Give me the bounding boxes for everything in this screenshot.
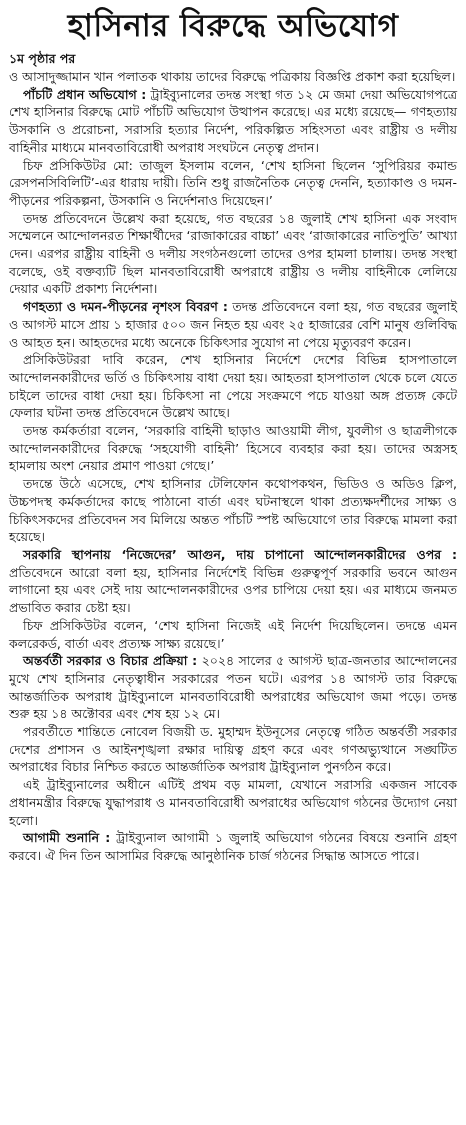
paragraph-text: ট্রাইব্যুনাল আগামী ১ জুলাই অভিযোগ গঠনের বিষয়ে শুনানি গ্রহণ করবে। ঐ দিন তিন আসামির বিরুদ্ধে আনুষ্ঠানিক চার্জ গঠনের সিদ্ধান্ত আসতে পারে। <box>9 830 457 863</box>
paragraph-text: তদন্ত প্রতিবেদনে বলা হয়, গত বছরের জুলাই ও আগস্ট মাসে প্রায় ১ হাজার ৫০০ জন নিহত হয় এবং ২৫ হাজারের বেশি মানুষ গুলিবিদ্ধ ও আহত হন। আহতদের মধ্যে অনেকে চিকিৎসার সুযোগ না পেয়ে মৃত্যুবরণ করেন। <box>9 299 458 350</box>
subheading: আগামী শুনানি : <box>23 830 111 846</box>
article-paragraph <box>9 652 457 723</box>
article-paragraph <box>9 829 457 864</box>
article-paragraph <box>9 422 457 475</box>
paragraph-text: এই ট্রাইব্যুনালের অধীনে এটিই প্রথম বড় মামলা, যেখানে সরাসরি একজন সাবেক প্রধানমন্ত্রীর বিরুদ্ধে যুদ্ধাপরাধ ও মানবতাবিরোধী অপরাধের অভিযোগ গঠনের উদ্যোগ নেয়া হলো। <box>9 777 457 828</box>
paragraph-text: প্রসিকিউটররা দাবি করেন, শেখ হাসিনার নির্দেশে দেশের বিভিন্ন হাসপাতালে আন্দোলনকারীদের ভর্তি ও চিকিৎসায় বাধা দেয়া হয়। আহতরা হাসপাতাল থেকে চলে যেতে চাইলে তাদের বাধা দেয়া হয়। চিকিৎসা না পেয়ে সংক্রমণে পচে যাওয়া অঙ্গ প্রত্যঙ্গ কেটে ফেলার ঘটনা তদন্ত প্রতিবেদনে উল্লেখ আছে। <box>9 352 457 421</box>
subheading: অন্তর্বর্তী সরকার ও বিচার প্রক্রিয়া : <box>23 653 198 669</box>
article-paragraph <box>9 617 457 652</box>
article-paragraph <box>9 546 457 617</box>
article-paragraph <box>9 157 457 210</box>
article-paragraph <box>9 68 457 86</box>
paragraph-text: ট্রাইব্যুনালের তদন্ত সংস্থা গত ১২ মে জমা দেয়া অভিযোগপত্রে শেখ হাসিনার বিরুদ্ধে মোট পাঁচটি অভিযোগ উত্থাপন করেছে। এর মধ্যে রয়েছে— গণহত্যায় উসকানি ও প্ররোচনা, সরাসরি হত্যার নির্দেশ, পরিকল্পিত সহিংসতা এবং রাষ্ট্রীয় ও দলীয় বাহিনীর মাধ্যমে মানবতাবিরোধী অপরাধ সংঘটনে নেতৃত্ব প্রদান। <box>9 86 457 155</box>
paragraph-text: তদন্তে উঠে এসেছে, শেখ হাসিনার টেলিফোন কথোপকথন, ভিডিও ও অডিও ক্লিপ, উচ্চপদস্থ কর্মকর্তাদের কাছে পাঠানো বার্তা এবং ঘটনাস্থলে থাকা প্রত্যক্ষদর্শীদের সাক্ষ্য ও চিকিৎসকদের প্রতিবেদন সব মিলিয়ে অন্তত পাঁচটি স্পষ্ট অভিযোগে তার বিরুদ্ধে মামলা করা হয়েছে। <box>9 476 457 545</box>
paragraph-text: প্রতিবেদনে আরো বলা হয়, হাসিনার নির্দেশেই বিভিন্ন গুরুত্বপূর্ণ সরকারি ভবনে আগুন লাগানো হয় এবং সেই দায় আন্দোলনকারীদের ওপর চাপিয়ে দেয়া হয়। এর মাধ্যমে জনমত প্রভাবিত করার চেষ্টা হয়। <box>9 564 457 616</box>
subheading: পাঁচটি প্রধান অভিযোগ : <box>23 86 147 102</box>
article-paragraph <box>9 210 457 299</box>
paragraph-text: ২০২৪ সালের ৫ আগস্ট ছাত্র-জনতার আন্দোলনের মুখে শেখ হাসিনার নেতৃত্বাধীন সরকারের পতন ঘটে। এরপর ১৪ আগস্ট তার বিরুদ্ধে আন্তর্জাতিক অপরাধ ট্রাইব্যুনালে মানবতাবিরোধী অপরাধের অভিযোগ জমা পড়ে। তদন্ত শুরু হয় ১৪ অক্টোবর এবং শেষ হয় ১২ মে। <box>9 653 457 722</box>
article-paragraph <box>9 776 457 829</box>
subheading: সরকারি স্থাপনায় ‘নিজেদের’ আগুন, দায় চাপানো আন্দোলনকারীদের ওপর : <box>23 546 457 562</box>
article-body <box>9 68 457 865</box>
article-paragraph <box>9 86 457 157</box>
article-paragraph <box>9 298 457 351</box>
continued-from-label: ১ম পৃষ্ঠার পর <box>9 51 76 66</box>
paragraph-text: তদন্ত প্রতিবেদনে উল্লেখ করা হয়েছে, গত বছরের ১৪ জুলাই শেখ হাসিনা এক সংবাদ সম্মেলনে আন্দোলনরত শিক্ষার্থীদের ‘রাজাকারের বাচ্চা’ এবং ‘রাজাকারের নাতিপুতি’ আখ্যা দেন। এরপর রাষ্ট্রীয় বাহিনী ও দলীয় সংগঠনগুলো তাদের ওপর হামলা চালায়। তদন্ত সংস্থা বলেছে, ওই বক্তব্যটি ছিল মানবতাবিরোধী অপরাধে রাষ্ট্রীয় ও দলীয় বাহিনীকে লেলিয়ে দেয়ার একটি প্রকাশ্য নির্দেশনা। <box>9 210 457 297</box>
paragraph-text: চিফ প্রসিকিউটর বলেন, ‘শেখ হাসিনা নিজেই এই নির্দেশ দিয়েছিলেন। তদন্তে এমন কলরেকর্ড, বার্তা এবং প্রত্যক্ষ সাক্ষ্য রয়েছে।’ <box>9 617 457 651</box>
subheading: গণহত্যা ও দমন-পীড়নের নৃশংস বিবরণ : <box>23 299 228 315</box>
paragraph-text: চিফ প্রসিকিউটর মো: তাজুল ইসলাম বলেন, ‘শেখ হাসিনা ছিলেন ‘সুপিরিয়র কমান্ড রেসপনসিবিলিটি’-এর ধারায় দায়ী। তিনি শুধু রাজনৈতিক নেতৃত্ব দেননি, হত্যাকাণ্ড ও দমন-পীড়নের পরিকল্পনা, উসকানি ও নির্দেশনাও দিয়েছেন।’ <box>9 157 457 208</box>
paragraph-text: তদন্ত কর্মকর্তারা বলেন, ‘সরকারি বাহিনী ছাড়াও আওয়ামী লীগ, যুবলীগ ও ছাত্রলীগকে আন্দোলনকারীদের বিরুদ্ধে ‘সহযোগী বাহিনী’ হিসেবে ব্যবহার করা হয়। তাদের অস্ত্রসহ হামলায় অংশ নেয়ার প্রমাণ পাওয়া গেছে।’ <box>9 423 457 474</box>
article-paragraph <box>9 723 457 776</box>
article-paragraph <box>9 475 457 546</box>
paragraph-text: ও আসাদুজ্জামান খান পলাতক থাকায় তাদের বিরুদ্ধে পত্রিকায় বিজ্ঞপ্তি প্রকাশ করা হয়েছিল। <box>9 69 456 84</box>
paragraph-text: পরবর্তীতে শান্তিতে নোবেল বিজয়ী ড. মুহাম্মদ ইউনূসের নেতৃত্বে গঠিত অন্তর্বর্তী সরকার দেশের প্রশাসন ও আইনশৃঙ্খলা রক্ষার দায়িত্ব গ্রহণ করে এবং গণঅভ্যুত্থানে সঙ্ঘটিত অপরাধের বিচার নিশ্চিত করতে আন্তর্জাতিক অপরাধ ট্রাইব্যুনাল পুনর্গঠন করে। <box>9 724 457 775</box>
headline: হাসিনার বিরুদ্ধে অভিযোগ <box>67 8 399 44</box>
article-paragraph <box>9 351 457 422</box>
